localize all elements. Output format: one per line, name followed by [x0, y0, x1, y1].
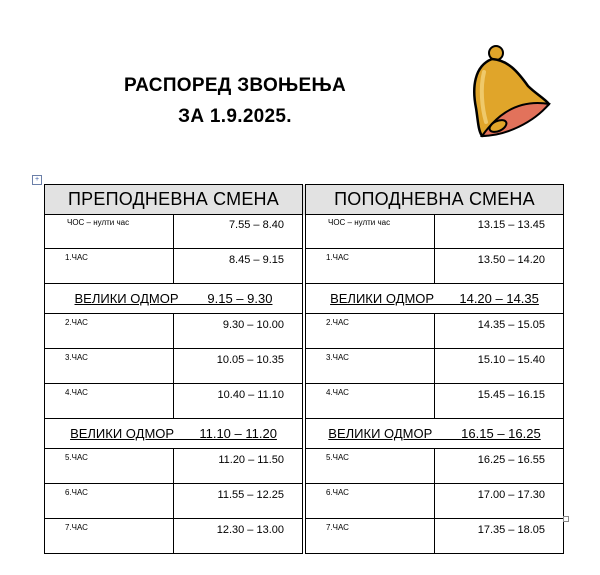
morning-shift-header: ПРЕПОДНЕВНА СМЕНА	[45, 185, 303, 215]
period-label: 4.ЧАС	[45, 384, 174, 419]
period-label: 7.ЧАС	[45, 519, 174, 554]
table-row	[45, 484, 564, 519]
table-row	[45, 314, 564, 349]
period-time: 15.10 – 15.40	[435, 349, 564, 384]
break-cell: ВЕЛИКИ ОДМОР 14.20 – 14.35	[306, 284, 564, 314]
table-row	[45, 349, 564, 384]
period-time: 12.30 – 13.00	[174, 519, 303, 554]
period-label: 4.ЧАС	[306, 384, 435, 419]
break-cell: ВЕЛИКИ ОДМОР 11.10 – 11.20	[45, 419, 303, 449]
period-time: 15.45 – 16.15	[435, 384, 564, 419]
period-time: 10.05 – 10.35	[174, 349, 303, 384]
break-cell: ВЕЛИКИ ОДМОР 9.15 – 9.30	[45, 284, 303, 314]
period-label: 6.ЧАС	[45, 484, 174, 519]
period-label: 2.ЧАС	[45, 314, 174, 349]
period-label: ЧОС – нулти час	[45, 215, 174, 249]
cell-end-marker	[563, 516, 569, 522]
period-time: 10.40 – 11.10	[174, 384, 303, 419]
period-time: 9.30 – 10.00	[174, 314, 303, 349]
period-time: 16.25 – 16.55	[435, 449, 564, 484]
period-label: 3.ЧАС	[45, 349, 174, 384]
period-time: 13.50 – 14.20	[435, 249, 564, 284]
period-label: 7.ЧАС	[306, 519, 435, 554]
period-label: 5.ЧАС	[45, 449, 174, 484]
period-time: 7.55 – 8.40	[174, 215, 303, 249]
break-row	[45, 419, 564, 449]
shift-header-row	[45, 185, 564, 215]
period-time: 13.15 – 13.45	[435, 215, 564, 249]
period-time: 14.35 – 15.05	[435, 314, 564, 349]
table-row	[45, 215, 564, 249]
period-label: 2.ЧАС	[306, 314, 435, 349]
schedule-table	[44, 184, 564, 554]
table-row	[45, 449, 564, 484]
table-row	[45, 384, 564, 419]
break-cell: ВЕЛИКИ ОДМОР 16.15 – 16.25	[306, 419, 564, 449]
period-label: 6.ЧАС	[306, 484, 435, 519]
period-time: 11.20 – 11.50	[174, 449, 303, 484]
break-row	[45, 284, 564, 314]
page-subtitle-date: ЗА 1.9.2025.	[178, 106, 292, 127]
afternoon-shift-header: ПОПОДНЕВНА СМЕНА	[306, 185, 564, 215]
period-time: 17.35 – 18.05	[435, 519, 564, 554]
period-label: 1.ЧАС	[45, 249, 174, 284]
period-label: 1.ЧАС	[306, 249, 435, 284]
move-handle-icon[interactable]: +	[32, 175, 42, 185]
page-title: РАСПОРЕД ЗВОЊЕЊА	[123, 75, 347, 96]
period-label: ЧОС – нулти час	[306, 215, 435, 249]
period-label: 3.ЧАС	[306, 349, 435, 384]
period-label: 5.ЧАС	[306, 449, 435, 484]
table-row	[45, 519, 564, 554]
table-row	[45, 249, 564, 284]
period-time: 17.00 – 17.30	[435, 484, 564, 519]
period-time: 8.45 – 9.15	[174, 249, 303, 284]
bell-icon	[462, 42, 557, 142]
period-time: 11.55 – 12.25	[174, 484, 303, 519]
